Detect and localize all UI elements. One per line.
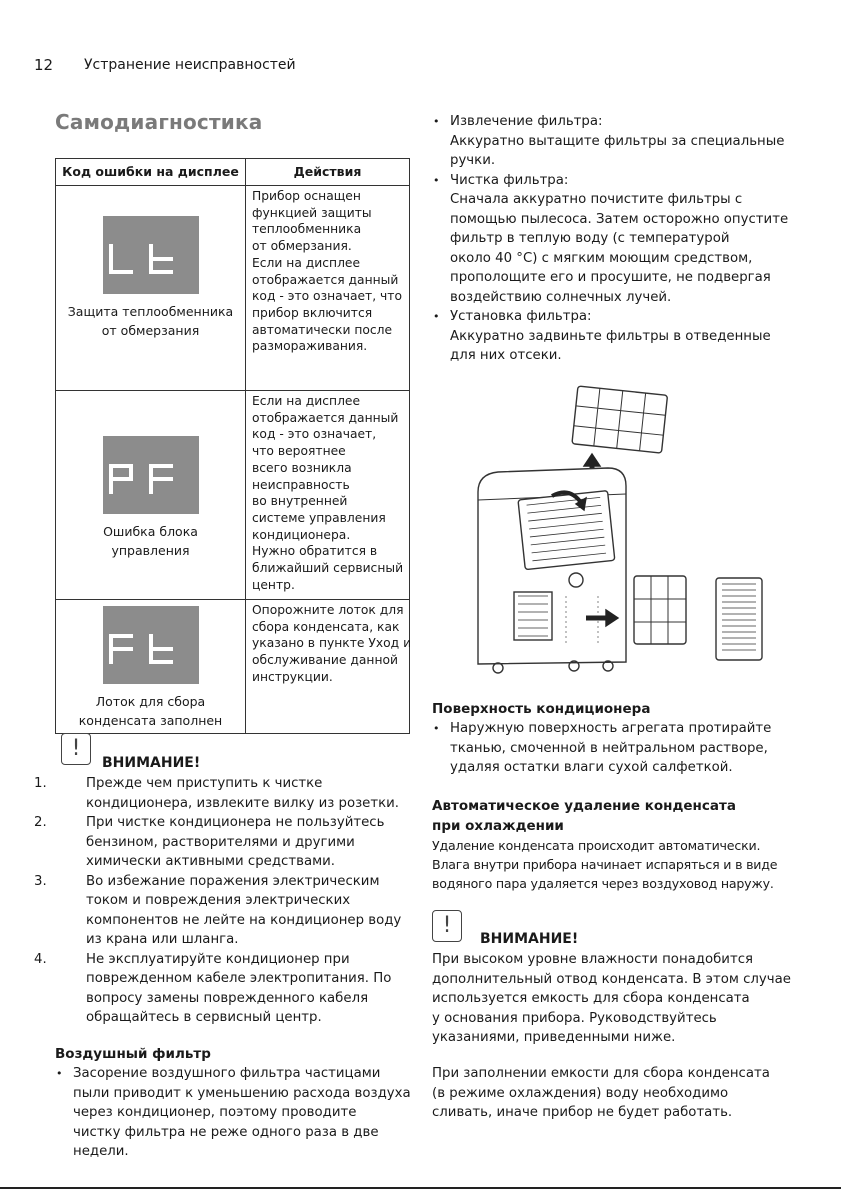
action-line: Прибор оснащен [252,189,361,203]
list-line: около 40 °С) с мягким моющим средством, [450,250,753,266]
list-line: удаляя остатки влаги сухой салфеткой. [450,760,733,775]
display-pf-icon [103,436,199,514]
warning-text [432,950,791,1048]
action-line: размораживания. [252,339,368,354]
table-row [56,186,410,391]
list-line: кондиционера, извлеките вилку из розетки. [86,795,400,811]
table-row [56,600,410,734]
action-line: центр. [252,577,295,592]
list-item [55,1064,415,1162]
list-line: пыли приводит к уменьшению расхода воздуха [73,1085,411,1101]
action-line: Если на дисплее [252,394,361,408]
list-line: воздействию солнечных лучей. [450,289,672,305]
code-description: Ошибка блока [103,524,198,539]
list-line: током и повреждения электрических [86,893,351,908]
bullet-icon: • [433,173,440,187]
list-line: через кондиционер, поэтому проводите [73,1105,357,1120]
filter-removal-illustration [458,382,788,682]
action-line: код - это означает, [252,427,377,442]
table-header-code: Код ошибки на дисплее [56,159,246,186]
list-item [34,872,414,950]
list-item [34,774,414,813]
action-line: инструкции. [252,669,333,684]
list-item [34,813,414,872]
list-line: Аккуратно вытащите фильтры за специальные [450,133,785,149]
text-line: сливать, иначе прибор не будет работать. [432,1105,733,1120]
list-line: Не эксплуатируйте кондиционер при [86,951,350,967]
action-line: всего возникла [252,460,352,475]
list-line: фильтр в теплую воду (с температурой [450,231,730,246]
text-line: дополнительный отвод конденсата. В этом случае [432,971,791,987]
action-line: ближайший сервисный [252,561,404,576]
running-title: Устранение неисправностей [84,57,296,73]
warning-text [432,1064,770,1123]
list-line: тканью, смоченной в нейтральном растворе, [450,740,768,756]
list-number: 2. [34,815,47,830]
section-title: Самодиагностика [55,110,263,134]
list-number: 4. [34,951,47,967]
list-line: Аккуратно задвиньте фильтры в отведенные [450,328,771,344]
action-line: неисправность [252,477,350,492]
list-line: из крана или шланга. [86,932,239,947]
title-line: при охлаждении [432,817,564,834]
action-cell [246,186,410,391]
text-line: Удаление конденсата происходит автоматически. [432,838,761,853]
list-item [34,950,414,1028]
display-ft-icon [103,606,199,684]
list-line: При чистке кондиционера не пользуйтесь [86,815,385,830]
code-cell [56,600,246,734]
auto-drain-title [432,797,736,836]
list-item [432,171,812,308]
error-code-table [55,158,410,734]
action-line: во внутренней [252,494,348,509]
filter-panel-front [518,491,615,570]
action-line: отображается данный [252,272,399,287]
bullet-icon: • [433,115,440,128]
action-cell [246,391,410,600]
text-line: Влага внутри прибора начинает испаряться и в виде [432,857,778,872]
list-line: Установка фильтра: [450,309,592,324]
action-cell [246,600,410,734]
action-line: код - это означает, что [252,289,402,304]
action-line: теплообменника [252,222,362,237]
list-line: вопросу замены поврежденного кабеля [86,990,369,1006]
air-filter-title: Воздушный фильтр [55,1046,211,1062]
text-line: используется емкость для сбора конденсата [432,991,750,1006]
code-description: управления [111,543,190,558]
action-line: сбора конденсата, как [252,619,400,634]
title-line: Автоматическое удаление конденсата [432,798,736,814]
action-line: функцией защиты [252,205,372,220]
bullet-icon: • [433,722,440,735]
list-line: Наружную поверхность агрегата протирайте [450,721,772,736]
list-line: Извлечение фильтра: [450,114,603,129]
list-item [432,719,812,778]
page-number: 12 [34,56,54,74]
action-line: Нужно обратится в [252,544,378,559]
list-line: компонентов не лейте на кондиционер воду [86,912,402,928]
action-line: системе управления [252,510,386,525]
auto-drain-text [432,836,777,893]
list-number: 1. [34,776,47,791]
text-line: водяного пара удаляется через воздуховод наружу. [432,876,774,891]
surface-text [432,719,812,778]
action-line: кондиционера. [252,527,351,542]
code-cell [56,391,246,600]
display-lt-icon [103,216,199,294]
warning-title: ВНИМАНИЕ! [480,931,579,947]
list-line: недели. [73,1144,129,1159]
action-line: указано в пункте Уход и [252,636,412,651]
list-number: 3. [34,873,47,889]
code-description: от обмерзания [101,323,200,338]
action-line: что вероятнее [252,444,346,459]
list-line: чистку фильтра не реже одного раза в две [73,1124,379,1140]
list-item [432,112,812,171]
filter-panel-top [572,386,668,453]
warning-title: ВНИМАНИЕ! [102,755,201,771]
table-row [56,391,410,600]
text-line: При высоком уровне влажности понадобится [432,952,754,967]
list-line: поврежденном кабеле электропитания. По [86,971,392,986]
list-line: Засорение воздушного фильтра частицами [73,1066,381,1081]
bullet-icon: • [56,1067,63,1080]
footer-rule [0,1187,841,1189]
action-line: обслуживание данной [252,653,398,668]
list-line: Сначала аккуратно почистите фильтры с [450,192,743,207]
list-line: помощью пылесоса. Затем осторожно опустите [450,211,789,227]
list-line: Прежде чем приступить к чистке [86,776,323,791]
code-description: Защита теплообменника [67,304,234,319]
list-line: химически активными средствами. [86,854,335,869]
action-line: от обмерзания. [252,239,352,254]
text-line: При заполнении емкости для сбора конденсата [432,1066,770,1081]
text-line: (в режиме охлаждения) воду необходимо [432,1085,729,1101]
warning-list [34,774,414,1028]
text-line: указаниями, приведенными ниже. [432,1030,676,1045]
text-line: у основания прибора. Руководствуйтесь [432,1010,717,1026]
action-line: Опорожните лоток для [252,603,404,617]
list-line: для них отсеки. [450,348,562,363]
filter-panel-side [634,576,686,644]
air-filter-text [55,1064,415,1162]
action-line: отображается данный [252,410,399,425]
filter-steps-list [432,112,812,366]
list-line: ручки. [450,153,496,168]
surface-title: Поверхность кондиционера [432,701,651,717]
exclamation-icon: ! [432,910,462,942]
code-description: Лоток для сбора [95,694,206,709]
list-item [432,307,812,366]
action-line: автоматически после [252,322,393,337]
table-header-actions: Действия [246,159,410,186]
code-description: конденсата заполнен [78,713,223,728]
list-line: прополощите его и просушите, не подвергая [450,270,771,285]
action-line: прибор включится [252,305,373,320]
list-line: Чистка фильтра: [450,172,569,188]
bullet-icon: • [433,310,440,323]
list-line: бензином, растворителями и другими [86,834,355,850]
code-cell [56,186,246,391]
exclamation-icon: ! [61,733,91,765]
list-line: обращайтесь в сервисный центр. [86,1010,322,1025]
filter-panel-pleated [716,578,762,660]
action-line: Если на дисплее [252,255,361,270]
list-line: Во избежание поражения электрическим [86,873,380,889]
